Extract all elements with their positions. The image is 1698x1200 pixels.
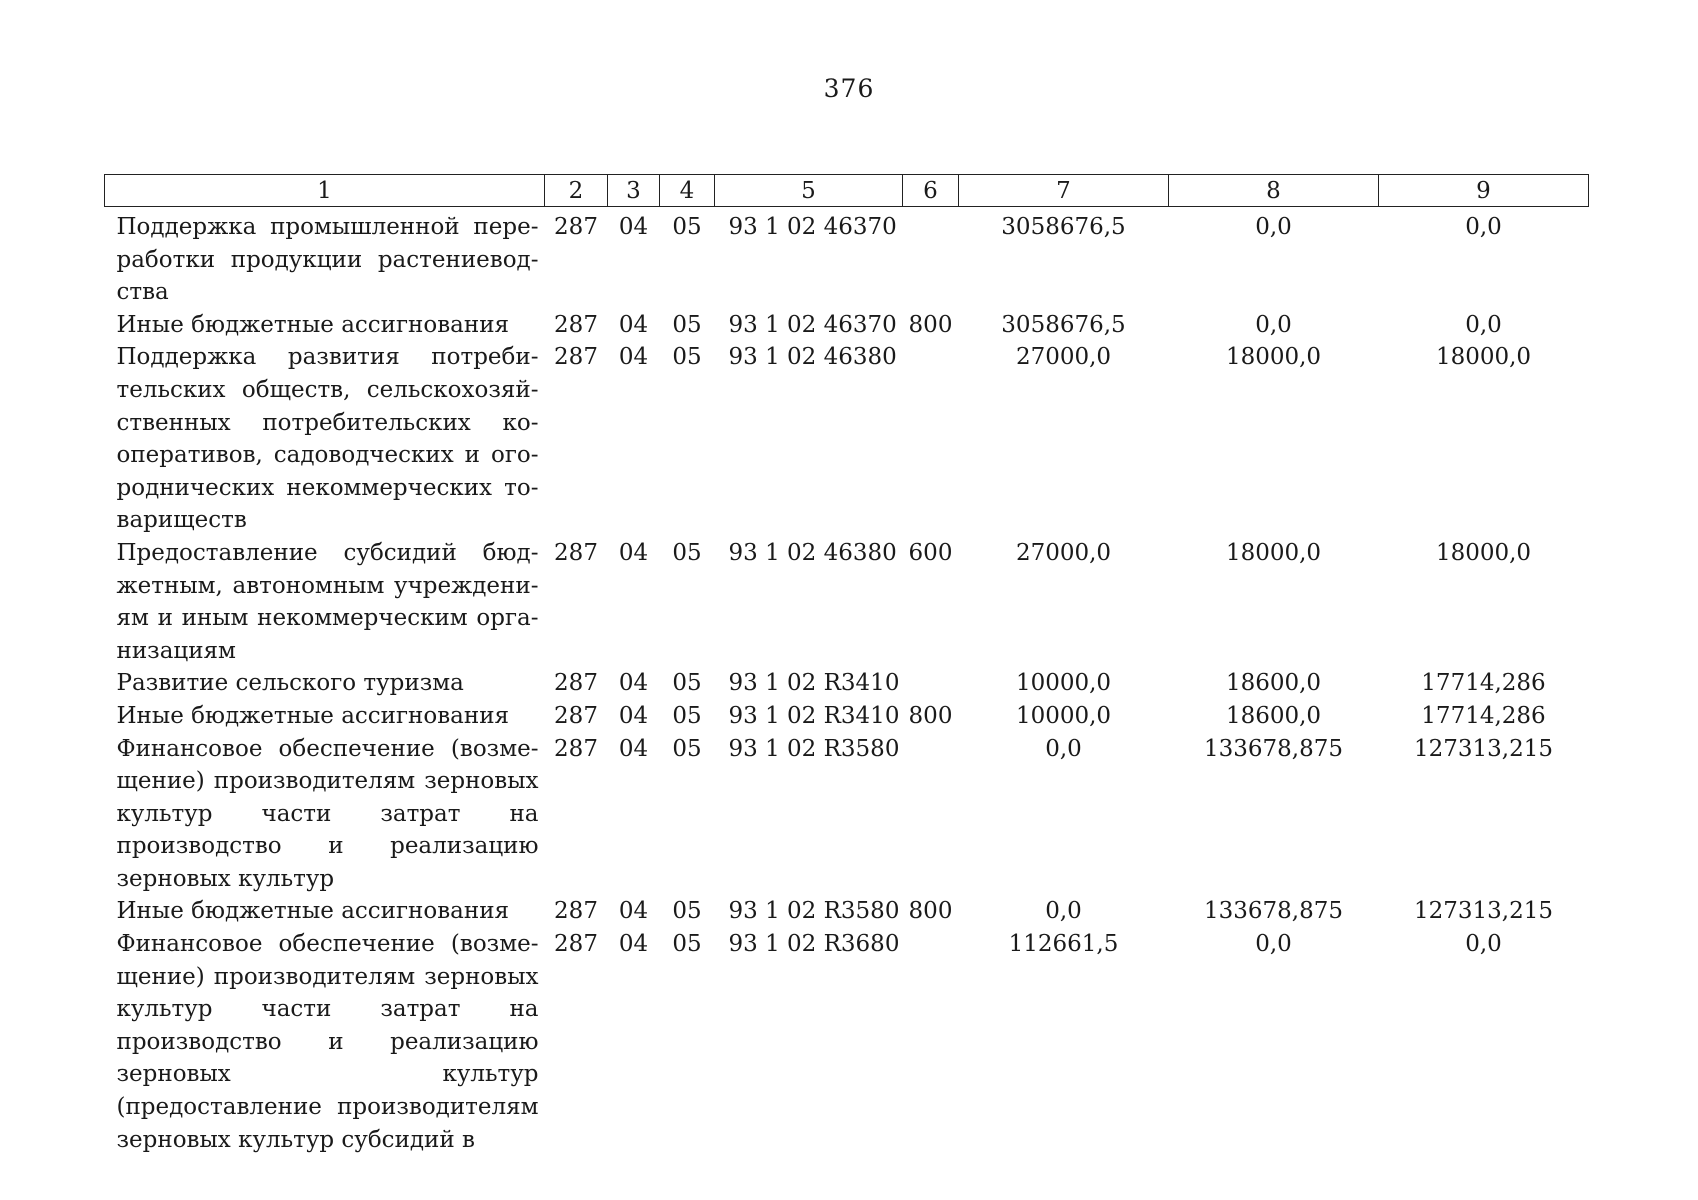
ministry-code: 287 (554, 311, 598, 338)
row-name: Предоставление субсидий бюджетным, автономным учреждениям и иным некоммерческим организациям (116, 539, 539, 664)
column-header-3: 3 (608, 175, 660, 207)
amount-col-8: 18000,0 (1225, 344, 1322, 371)
amount-col-9: 18000,0 (1435, 344, 1532, 371)
row-name: Иные бюджетные ассигнования (116, 311, 510, 338)
target-article-code: 93 1 02 R3410 (728, 670, 900, 697)
column-header-4: 4 (660, 175, 715, 207)
row-name: Поддержка развития потребительских обществ, сельскохозяйственных потребительских кооперативов, садоводческих и огороднических некоммерческих товариществ (116, 344, 539, 534)
amount-col-7: 3058676,5 (1001, 311, 1126, 338)
subsection-code: 05 (672, 931, 702, 958)
row-name: Поддержка промышленной переработки продукции растениеводства (116, 214, 539, 306)
column-header-5: 5 (715, 175, 903, 207)
amount-col-8: 0,0 (1255, 931, 1292, 958)
table-row (105, 309, 1589, 342)
column-header-6: 6 (903, 175, 959, 207)
amount-col-9: 18000,0 (1435, 539, 1532, 566)
table-row (105, 928, 1589, 1156)
target-article-code: 93 1 02 46380 (728, 539, 897, 566)
amount-col-9: 17714,286 (1421, 670, 1546, 697)
section-code: 04 (618, 344, 649, 371)
target-article-code: 93 1 02 46370 (728, 214, 897, 240)
section-code: 04 (618, 311, 649, 338)
column-header-8: 8 (1169, 175, 1379, 207)
section-code: 04 (618, 539, 649, 566)
expense-type-code: 800 (908, 311, 953, 338)
expense-type-code (903, 667, 959, 700)
ministry-code: 287 (554, 702, 598, 729)
section-code: 04 (618, 735, 649, 762)
subsection-code: 05 (672, 311, 702, 338)
amount-col-7: 10000,0 (1015, 670, 1112, 697)
expense-type-code (903, 341, 959, 537)
section-code: 04 (618, 702, 649, 729)
table-row (105, 537, 1589, 667)
subsection-code: 05 (672, 735, 702, 762)
expense-type-code (903, 207, 959, 309)
budget-table (104, 174, 1589, 1156)
section-code: 04 (618, 931, 649, 958)
amount-col-9: 0,0 (1465, 214, 1502, 240)
expense-type-code (903, 928, 959, 1156)
row-name: Развитие сельского туризма (116, 670, 464, 697)
amount-col-8: 18000,0 (1225, 539, 1322, 566)
row-name: Иные бюджетные ассигнования (116, 898, 510, 925)
column-header-1: 1 (105, 175, 545, 207)
amount-col-7: 3058676,5 (1001, 214, 1126, 240)
target-article-code: 93 1 02 R3410 (728, 702, 900, 729)
expense-type-code: 600 (908, 539, 953, 566)
row-name: Финансовое обеспечение (возмещение) производителям зерновых культур части затрат на производство и реализацию зерновых культур (предоставление производителям зерновых культур субсидий в (116, 931, 539, 1153)
table-row (105, 733, 1589, 896)
subsection-code: 05 (672, 214, 702, 240)
amount-col-9: 127313,215 (1413, 735, 1553, 762)
table-row (105, 895, 1589, 928)
amount-col-7: 0,0 (1045, 735, 1082, 762)
section-code: 04 (618, 898, 649, 925)
amount-col-8: 0,0 (1255, 311, 1292, 338)
amount-col-7: 27000,0 (1015, 539, 1112, 566)
amount-col-9: 0,0 (1465, 311, 1502, 338)
subsection-code: 05 (672, 898, 702, 925)
expense-type-code: 800 (908, 702, 953, 729)
amount-col-9: 127313,215 (1413, 898, 1553, 925)
amount-col-7: 27000,0 (1015, 344, 1112, 371)
ministry-code: 287 (554, 735, 598, 762)
ministry-code: 287 (554, 539, 598, 566)
ministry-code: 287 (554, 344, 598, 371)
row-name: Финансовое обеспечение (возмещение) производителям зерновых культур части затрат на производство и реализацию зерновых культур (116, 735, 539, 892)
target-article-code: 93 1 02 R3580 (728, 735, 900, 762)
table-row (105, 667, 1589, 700)
target-article-code: 93 1 02 R3680 (728, 931, 900, 958)
target-article-code: 93 1 02 46370 (728, 311, 897, 338)
amount-col-8: 0,0 (1255, 214, 1292, 240)
page-number: 376 (823, 74, 875, 103)
amount-col-9: 0,0 (1465, 931, 1502, 958)
expense-type-code (903, 733, 959, 896)
column-header-2: 2 (545, 175, 608, 207)
header-row (105, 175, 1589, 207)
section-code: 04 (618, 214, 649, 240)
ministry-code: 287 (554, 670, 598, 697)
target-article-code: 93 1 02 46380 (728, 344, 897, 371)
ministry-code: 287 (554, 898, 598, 925)
section-code: 04 (618, 670, 649, 697)
amount-col-8: 133678,875 (1203, 898, 1343, 925)
expense-type-code: 800 (908, 898, 953, 925)
table-row (105, 700, 1589, 733)
table-row (105, 207, 1589, 309)
amount-col-9: 17714,286 (1421, 702, 1546, 729)
subsection-code: 05 (672, 539, 702, 566)
amount-col-7: 10000,0 (1015, 702, 1112, 729)
ministry-code: 287 (554, 931, 598, 958)
subsection-code: 05 (672, 702, 702, 729)
amount-col-7: 112661,5 (1008, 931, 1119, 958)
amount-col-8: 18600,0 (1225, 670, 1322, 697)
target-article-code: 93 1 02 R3580 (728, 898, 900, 925)
amount-col-8: 133678,875 (1203, 735, 1343, 762)
table-row (105, 341, 1589, 537)
subsection-code: 05 (672, 344, 702, 371)
column-header-9: 9 (1379, 175, 1589, 207)
ministry-code: 287 (554, 214, 598, 240)
amount-col-7: 0,0 (1045, 898, 1082, 925)
row-name: Иные бюджетные ассигнования (116, 702, 510, 729)
amount-col-8: 18600,0 (1225, 702, 1322, 729)
column-header-7: 7 (959, 175, 1169, 207)
subsection-code: 05 (672, 670, 702, 697)
